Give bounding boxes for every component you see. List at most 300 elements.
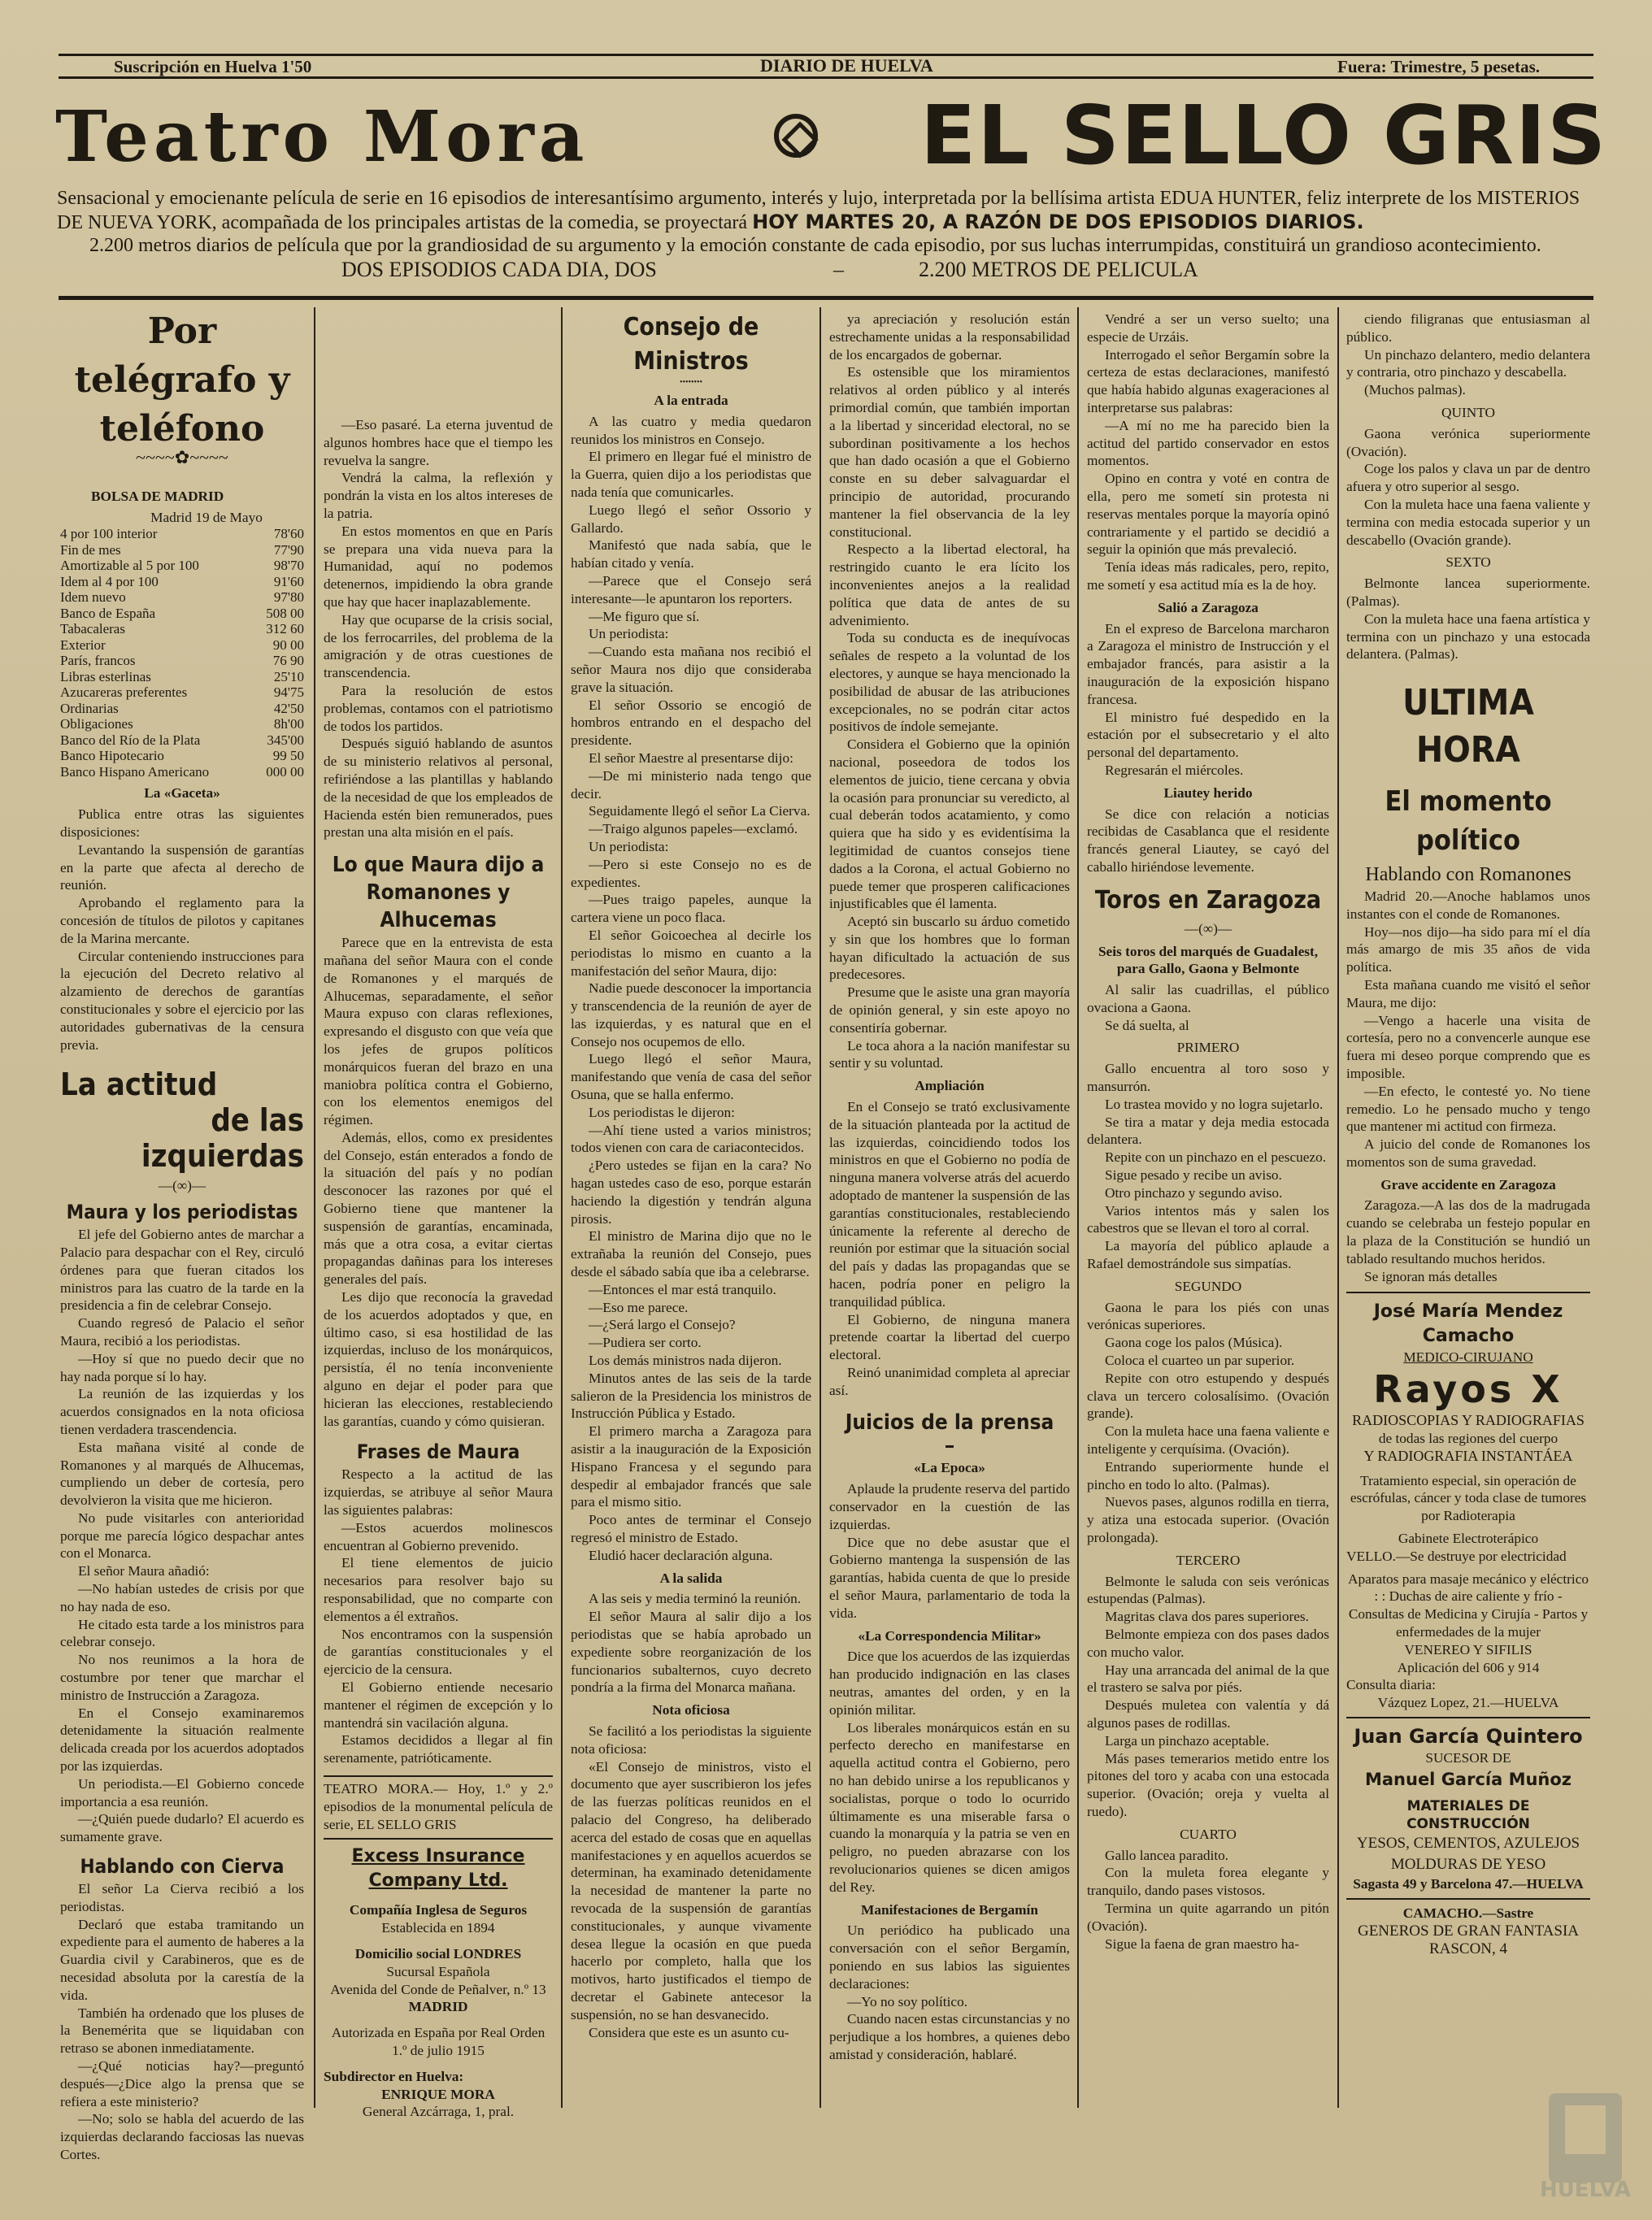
separator: —(∞)— bbox=[158, 1178, 206, 1194]
ad-line-4b: 2.200 METROS DE PELICULA bbox=[919, 258, 1198, 281]
momento-title: El momento político bbox=[1385, 785, 1552, 858]
paragraph: —Pero si este Consejo no es de expedientes. bbox=[571, 856, 811, 890]
paragraph: La mayoría del público aplaude a Rafael demostrándole sus simpatías. bbox=[1087, 1238, 1329, 1272]
paragraph: Publica entre otras las siguientes disposiciones: bbox=[60, 806, 304, 840]
paragraph: —Hoy sí que no puedo decir que no hay nada porque sí lo hay. bbox=[60, 1350, 304, 1384]
paragraph: Repite con otro estupendo y después clava un tercero colosalísimo. (Ovación grande). bbox=[1087, 1370, 1329, 1422]
paragraph: Coge los palos y clava un par de dentro afuera y otro superior al sesgo. bbox=[1346, 461, 1590, 495]
insurance-name: Excess Insurance Company Ltd. bbox=[351, 1846, 525, 1892]
bolsa-row bbox=[60, 526, 304, 542]
actitud-title-1: La actitud bbox=[60, 1067, 218, 1103]
quinto-title: QUINTO bbox=[1441, 404, 1495, 420]
romanones-title: Hablando con Romanones bbox=[1365, 864, 1572, 886]
paragraph: Nos encontramos con la suspensión de garantías constitucionales y el ejercicio de la censura. bbox=[324, 1626, 553, 1678]
ad-dash: – bbox=[833, 258, 844, 281]
paragraph: El señor Maestre al presentarse dijo: bbox=[589, 749, 793, 766]
ampliacion-title: Ampliación bbox=[915, 1078, 985, 1094]
paragraph: He citado esta tarde a los ministros para celebrar consejo. bbox=[60, 1616, 304, 1650]
paragraph: El tiene elementos de juicio necesarios para resolver bajo su responsabilidad, que no comparte con elementos a él extraños. bbox=[324, 1555, 553, 1624]
ad-line-2b: HOY MARTES 20, A RAZÓN DE DOS EPISODIOS DIARIOS. bbox=[752, 211, 1364, 233]
paragraph: Vendrá la calma, la reflexión y pondrán la vista en los altos intereses de la patria. bbox=[324, 470, 553, 521]
paragraph: Al salir las cuadrillas, el público ovaciona a Gaona. bbox=[1087, 982, 1329, 1015]
paragraph: Sigue la faena de gran maestro ha- bbox=[1105, 1935, 1299, 1952]
quintero-name: Juan García Quintero bbox=[1354, 1725, 1583, 1749]
paragraph: Circular conteniendo instrucciones para la ejecución del Decreto relativo al alzamiento de derechos de garantías constitucionales y sobre el ejercicio por las autoridades gubernativas de la censura previa. bbox=[60, 948, 304, 1053]
paragraph: Eludió hacer declaración alguna. bbox=[589, 1547, 773, 1563]
zaragoza-body bbox=[1087, 620, 1329, 780]
paragraph: Luego llegó el señor Ossorio y Gallardo. bbox=[571, 502, 811, 536]
insurance-subdir: Subdirector en Huelva: bbox=[324, 2068, 464, 2084]
paragraph: Para la resolución de estos problemas, contamos con el patriotismo de todos los partidos. bbox=[324, 682, 553, 734]
bolsa-date: Madrid 19 de Mayo bbox=[150, 509, 263, 525]
column-3: Consejo de Ministros •••••••• A la entrada A las cuatro y media quedaron reunidos los ministros en Consejo. El primero en llegar fué el ministro de la Guerra, quien dijo a los periodistas que nada tenía que comunicarles. Luego llegó el señor Ossorio y Gallardo. Manifestó que nada sabía, que le habían citado y venía. —Parece que el Consejo será interesante—le apuntaron los reporters. —Me figuro que sí. Un periodista: —Cuando esta mañana nos recibió el señor Maura nos dijo que consideraba grave la situación. El señor Ossorio se encogió de hombros entrando en el despacho del presidente. El señor Maestre al presentarse dijo: —De mi ministerio nada tengo que decir. Seguidamente llegó el señor La Cierva. —Traigo algunos papeles—exclamó. Un periodista: —Pero si este Consejo no es de expedientes. —Pues traigo papeles, aunque la cartera viene un poco flaca. El señor Goicoechea al decirle los periodistas lo mismo en cuanto a la manifestación del señor Maura, dijo: Nadie puede desconocer la importancia y transcendencia de la reunión de ayer de las izquierdas, y es natural que en el Consejo nos ocupemos de ello. Luego llegó el señor Maura, manifestando que venía de casa del señor Osuna, que se halla enfermo. Los periodistas le dijeron: —Ahí tiene usted a varios ministros; todos vienen con cara de cariacontecidos. ¿Pero ustedes se fijan en la cara? No hagan ustedes caso de eso, porque estarán haciendo la digestión y tendrán alguna pirosis. El ministro de Marina dijo que no le extrañaba la reunión del Consejo, pues desde el sábado sabía que iba a celebrarse. —Entonces el mar está tranquilo. —Eso me parece. —¿Será largo el Consejo? —Pudiera ser corto. Los demás ministros nada dijeron. Minutos antes de las seis de la tarde salieron de la Presidencia los ministros de Instrucción Pública y Estado. El primero marcha a Zaragoza para asistir a la inauguración de la Exposición Hispano Francesa y el segundo para despedir al embajador francés que sale para el mismo sitio. Poco antes de terminar el Consejo regresó el ministro de Estado. Eludió hacer declaración alguna. A la salida A las seis y media terminó la reunión. El señor Maura al salir dijo a los periodistas que se había aprobado un expediente sobre reorganización de los funcionarios subalternos, cuyo decreto pondría a la firma del Monarca mañana. Nota oficiosa Se facilitó a los periodistas la siguiente nota oficiosa: «El Consejo de ministros, visto el documento que ayer suscribieron los jefes de las fuerzas políticas reunidos en el palacio del Congreso, ha deliberado acerca del estado de cosas que en aquellas manifestaciones y en aquellos acuerdos se determinan, ha examinado detenidamente la necesidad de mantener la parte no revocada de la suspensión de garantías constitucionales, y aunque vivamente desea llegue la ocasión en que pueda hacerlo por completo, halla que los motivos, harto justificados el tiempo de decretar el Gabinete antecesor la suspensión, no se han desvanecido. Considera que este es un asunto cu- bbox=[571, 311, 811, 2041]
corresp-title: «La Correspondencia Militar» bbox=[858, 1627, 1041, 1644]
bolsa-row bbox=[60, 542, 304, 558]
insurance-addr2: General Azcárraga, 1, pral. bbox=[362, 2104, 515, 2120]
entrada-body bbox=[571, 413, 811, 1565]
doctor-line6: VELLO.—Se destruye por electricidad bbox=[1346, 1548, 1567, 1564]
paragraph: Regresarán el miércoles. bbox=[1105, 762, 1244, 778]
paragraph: Madrid 20.—Anoche hablamos unos instantes con el conde de Romanones. bbox=[1346, 888, 1590, 922]
paragraph: Gallo lancea paradito. bbox=[1105, 1847, 1229, 1863]
gaceta-body bbox=[60, 806, 304, 1054]
paragraph: Gallo encuentra al toro soso y mansurrón. bbox=[1087, 1061, 1329, 1095]
nota-body bbox=[571, 1723, 811, 2041]
insurance-sucursal: Sucursal Española bbox=[386, 1963, 490, 1979]
paragraph: Opino en contra y voté en contra de ella, pero me sometí sin protesta ni reservas mentales porque la mayoría opinó contrariamente y el partido se decidió a seguir la opinión que más prevaleció. bbox=[1087, 471, 1329, 558]
bolsa-value: 76 90 bbox=[272, 653, 304, 669]
bolsa-row bbox=[60, 701, 304, 717]
quinto-body bbox=[1346, 425, 1590, 550]
paragraph: A juicio del conde de Romanones los momentos son de suma gravedad. bbox=[1346, 1136, 1590, 1170]
paragraph: Después muletea con valentía y dá algunos pases de rodillas. bbox=[1087, 1697, 1329, 1731]
paragraph: —Vengo a hacerle una visita de cortesía, pero no a convencerle aunque ese fuera mi deseo porque comprendo que es imposible. bbox=[1346, 1012, 1590, 1081]
ad-line-2 bbox=[57, 211, 1585, 235]
paragraph: Tenía ideas más radicales, pero, repito, me sometí y esa actitud mía es la de hoy. bbox=[1087, 559, 1329, 593]
paragraph: El señor Maura al salir dijo a los periodistas que se había aprobado un expediente sobre reorganización de los funcionarios subalternos, cuyo decreto pondría a la firma del Monarca mañana. bbox=[571, 1609, 811, 1696]
paragraph: Declaró que estaba tramitando un expediente para el aumento de haberes a la Guardia civil y Carabineros, que es de necesidad absoluta por la carestía de la vida. bbox=[60, 1916, 304, 2003]
bolsa-value: 97'80 bbox=[273, 589, 304, 606]
tercero-title: TERCERO bbox=[1176, 1552, 1241, 1568]
bolsa-row bbox=[60, 732, 304, 749]
paragraph: —Cuando esta mañana nos recibió el señor Maura nos dijo que consideraba grave la situación. bbox=[571, 644, 811, 695]
paragraph: —¿Qué noticias hay?—preguntó después—¿Dice algo la prensa que se refiera a este ministerio? bbox=[60, 2058, 304, 2109]
column-rule bbox=[1077, 307, 1079, 2108]
bolsa-item: París, francos bbox=[60, 653, 136, 669]
paragraph: Hay una arrancada del animal de la que el trastero se salva por piés. bbox=[1087, 1662, 1329, 1696]
zaragoza-title: Salió a Zaragoza bbox=[1158, 599, 1259, 615]
frases-body bbox=[324, 1466, 553, 1767]
bolsa-row bbox=[60, 574, 304, 590]
quintero-items2: MOLDURAS DE YESO bbox=[1390, 1856, 1546, 1874]
paragraph: Es ostensible que los miramientos relativos al orden público y al interés primordial común, que también importan a la libertad y sinceridad electoral, no se subordinan positivamente a los hechos que han dado ocasión a que el Gobierno conste en su deber salvaguardar el principio de autoridad, procurando mantener la fiel observancia de la ley constitucional. bbox=[829, 364, 1070, 540]
doctor-line5: Gabinete Electroterápico bbox=[1398, 1531, 1539, 1547]
paragraph: Manifestó que nada sabía, que le habían citado y venía. bbox=[571, 537, 811, 571]
primero-title: PRIMERO bbox=[1176, 1040, 1240, 1056]
paragraph: «El Consejo de ministros, visto el documento que ayer suscribieron los jefes de las fuerzas políticas reunidos en el palacio del Congreso, ha deliberado acerca del estado de cosas que en aquellas manifestaciones y en aquellos acuerdos se determinan, ha examinado detenidamente la necesidad de mantener la parte no revocada de la suspensión de garantías constitucionales, y aunque vivamente desea llegue la ocasión en que pueda hacerlo por completo, halla que los motivos, harto justificados el tiempo de decretar el Gabinete antecesor la suspensión, no se han desvanecido. bbox=[571, 1758, 811, 2022]
lyautey-body bbox=[1087, 806, 1329, 876]
insurance-auth: Autorizada en España por Real Orden 1.º de julio 1915 bbox=[331, 2025, 546, 2058]
rayos-title: Rayos X bbox=[1373, 1367, 1563, 1412]
doctor-line4: Tratamiento especial, sin operación de escrófulas, cáncer y toda clase de tumores por Radioterapia bbox=[1350, 1472, 1587, 1524]
insurance-address: Avenida del Conde de Peñalver, n.º 13 bbox=[330, 1981, 546, 1997]
doctor-line10: Consulta diaria: bbox=[1346, 1677, 1436, 1693]
quintero-items1: YESOS, CEMENTOS, AZULEJOS bbox=[1356, 1835, 1580, 1853]
doctor-line2: de todas las regiones del cuerpo bbox=[1378, 1431, 1559, 1447]
paragraph: Con la muleta hace una faena artística y termina con un pinchazo y una estocada delantera. (Palmas). bbox=[1346, 610, 1590, 663]
paragraph: El ministro de Marina dijo que no le extrañaba la reunión del Consejo, pues desde el sábado sabía que iba a celebrarse. bbox=[571, 1228, 811, 1280]
paragraph: Parece que en la entrevista de esta mañana del señor Maura con el conde de Romanones y el marqués de Alhucemas, separadamente, el señor Maura expuso con claras reflexiones, expresando el disgusto con que veía que los jefes de grupos políticos monárquicos fueran del brazo en una maniobra política contra el Gobierno, con los elementos enemigos del régimen. bbox=[324, 935, 553, 1128]
paragraph: ¿Pero ustedes se fijan en la cara? No hagan ustedes caso de eso, porque estarán haciendo la digestión y tendrán alguna pirosis. bbox=[571, 1158, 811, 1227]
stamp-text: HUELVA bbox=[1539, 2178, 1632, 2202]
paragraph: Hoy—nos dijo—ha sido para mí el día más amargo de mis 35 años de vida política. bbox=[1346, 923, 1590, 975]
quintero-addr: Sagasta 49 y Barcelona 47.—HUELVA bbox=[1353, 1876, 1584, 1892]
paragraph: Un periodista: bbox=[589, 626, 669, 642]
paragraph: —No; solo se habla del acuerdo de las izquierdas declarando facciosas las nuevas Cortes. bbox=[60, 2111, 304, 2162]
paragraph: (Muchos palmas). bbox=[1364, 382, 1466, 398]
bolsa-item: 4 por 100 interior bbox=[60, 526, 158, 542]
paragraph: Vendré a ser un verso suelto; una especie de Urzáis. bbox=[1087, 311, 1329, 345]
bolsa-item: Libras esterlinas bbox=[60, 668, 151, 684]
doctor-line8: VENEREO Y SIFILIS bbox=[1404, 1641, 1532, 1657]
paragraph: Zaragoza.—A las dos de la madrugada cuando se celebraba un festejo popular en la plaza de la Constitución se hundió un tablado resultando muchos heridos. bbox=[1346, 1197, 1590, 1266]
corresp-body bbox=[829, 1648, 1070, 1896]
doctor-line3: Y RADIOGRAFIA INSTANTÁEA bbox=[1363, 1447, 1573, 1464]
frases-title: Frases de Maura bbox=[356, 1440, 520, 1464]
paragraph: Con la muleta hace una faena valiente e inteligente y cerquísima. (Ovación). bbox=[1087, 1423, 1329, 1458]
paragraph: En estos momentos en que en París se prepara una vida nueva para la Humanidad, aquí no podemos detenernos, impidiendo la obra grande que hay que hacer inaplazablemente. bbox=[324, 523, 553, 610]
paragraph: Nuevos pases, algunos rodilla en tierra, y atiza una estocada superior. (Ovación prolongada). bbox=[1087, 1494, 1329, 1545]
paragraph: —¿Será largo el Consejo? bbox=[589, 1317, 736, 1333]
romanones-title: Lo que Maura dijo a Romanones y Alhucemas bbox=[332, 853, 545, 933]
doctor-line7: Aparatos para masaje mecánico y eléctrico : : Duchas de aire caliente y frío - Consultas de Medicina y Cirujía - Partos y enfermedades de la mujer bbox=[1347, 1571, 1589, 1640]
column-6-intro bbox=[1346, 311, 1590, 399]
bolsa-item: Banco del Río de la Plata bbox=[60, 732, 201, 748]
quintero-mat: MATERIALES DE CONSTRUCCIÓN bbox=[1406, 1797, 1530, 1832]
entrada-title: A la entrada bbox=[654, 393, 728, 408]
bolsa-item: Amortizable al 5 por 100 bbox=[60, 558, 199, 574]
paragraph: Cuando regresó de Palacio el señor Maura, recibió a los periodistas. bbox=[60, 1315, 304, 1349]
paragraph: Considera que este es un asunto cu- bbox=[589, 2024, 789, 2040]
paragraph: —A mí no me ha parecido bien la actitud del partido conservador en estos momentos. bbox=[1087, 417, 1329, 469]
tercero-body bbox=[1087, 1573, 1329, 1821]
paragraph: Cuando nacen estas circunstancias y no perjudique a los hombres, a quienes debo amistad y consideración, hablaré. bbox=[829, 2011, 1070, 2062]
sexto-title: SEXTO bbox=[1446, 554, 1491, 571]
paragraph: Belmonte le saluda con seis verónicas estupendas (Palmas). bbox=[1087, 1573, 1329, 1607]
paragraph: Repite con un pinchazo en el pescuezo. bbox=[1105, 1149, 1327, 1166]
bolsa-item: Obligaciones bbox=[60, 716, 133, 732]
bolsa-item: Idem al 4 por 100 bbox=[60, 573, 159, 589]
library-stamp-icon bbox=[1532, 2089, 1638, 2203]
segundo-body bbox=[1087, 1299, 1329, 1547]
paragraph: En el expreso de Barcelona marcharon a Zaragoza el ministro de Instrucción y el embajador francés, para asistir a la inauguración de la exposición hispano francesa. bbox=[1087, 620, 1329, 707]
bolsa-value: 508 00 bbox=[266, 605, 304, 621]
bolsa-item: Azucareras preferentes bbox=[60, 684, 188, 701]
paragraph: Con la muleta forea elegante y tranquilo, dando pases vistosos. bbox=[1087, 1865, 1329, 1899]
juicios-title: Juicios de la prensa bbox=[845, 1410, 1054, 1435]
paragraph: Estamos decididos a llegar al fin serenamente, patrióticamente. bbox=[324, 1732, 553, 1766]
paragraph: Considera el Gobierno que la opinión nacional, poseedora de todos los elementos de juicio, tiene cercana y obvia la ocasión para pronunciar su veredicto, al cual deberán todos acatamiento, y como quiera que ha sido y es evidentísima la legitimidad de cuantos consejos tiene dados a la Corona, el actual Gobierno no puede temer que prosperen calificaciones injustificables que él lamenta. bbox=[829, 736, 1070, 912]
paragraph: En el Consejo se trató exclusivamente de la situación planteada por la actitud de las izquierdas, coincidiendo todos los ministros en que el Gobierno no podía de ninguna manera volverse atrás del acuerdo adoptado de mantener la suspensión de las garantías constitucionales, restableciendo únicamente la referente al derecho de reunión por estimar que la situación social del país y dadas las propagandas que se hacen, podría poner en peligro la tranquilidad pública. bbox=[829, 1099, 1070, 1310]
paragraph: El señor Ossorio se encogió de hombros entrando en el despacho del presidente. bbox=[571, 697, 811, 749]
paragraph: Belmonte lancea superiormente. (Palmas). bbox=[1346, 576, 1590, 609]
paragraph: Un pinchazo delantero, medio delantera y contraria, otro pinchazo y descabella. bbox=[1346, 346, 1590, 380]
toros-intro bbox=[1087, 981, 1329, 1034]
bergamin-title: Manifestaciones de Bergamín bbox=[861, 1901, 1038, 1918]
paragraph: —En efecto, le contesté yo. No tiene remedio. Lo he pensado mucho y tengo que mantener mi actitud con firmeza. bbox=[1346, 1083, 1590, 1135]
paragraph: Con la muleta hace una faena valiente y termina con media estocada superior y un descabello (Ovación grande). bbox=[1346, 496, 1590, 548]
insurance-sub2: Establecida en 1894 bbox=[381, 1920, 495, 1936]
bolsa-item: Banco de España bbox=[60, 605, 156, 621]
cuarto-title: CUARTO bbox=[1180, 1826, 1237, 1842]
bergamin-body bbox=[829, 1922, 1070, 2063]
paragraph: —Parece que el Consejo será interesante—le apuntaron los reporters. bbox=[571, 572, 811, 606]
nota-title: Nota oficiosa bbox=[652, 1702, 730, 1718]
paragraph: También ha ordenado que los pluses de la Benemérita que se liquidaban con retraso se abonen inmediatamente. bbox=[60, 2005, 304, 2057]
paragraph: Respecto a la actitud de las izquierdas, se atribuye al señor Maura las siguientes palabras: bbox=[324, 1466, 553, 1518]
bolsa-row bbox=[60, 764, 304, 780]
camacho-line: GENEROS DE GRAN FANTASIA bbox=[1357, 1922, 1580, 1940]
bolsa-value: 8h'00 bbox=[273, 716, 304, 732]
bolsa-title: BOLSA DE MADRID bbox=[91, 488, 224, 504]
newspaper-name: DIARIO DE HUELVA bbox=[760, 55, 933, 76]
bolsa-item: Banco Hispano Americano bbox=[60, 763, 210, 780]
paragraph: Se tira a matar y deja media estocada delantera. bbox=[1087, 1114, 1329, 1148]
bolsa-table bbox=[60, 526, 304, 780]
paragraph: El primero marcha a Zaragoza para asistir a la inauguración de la Exposición Hispano Francesa y el segundo para despedir al embajador francés que sale para el mismo sitio. bbox=[571, 1423, 811, 1510]
paragraph: —¿Quién puede dudarlo? El acuerdo es sumamente grave. bbox=[60, 1811, 304, 1845]
bolsa-row bbox=[60, 748, 304, 764]
toros-title: Toros en Zaragoza bbox=[1094, 885, 1322, 915]
paragraph: Levantando la suspensión de garantías en la parte que afecta al derecho de reunión. bbox=[60, 841, 304, 893]
doctor-line11: Vázquez Lopez, 21.—HUELVA bbox=[1377, 1695, 1559, 1711]
paragraph: —Ahí tiene usted a varios ministros; todos vienen con cara de cariacontecidos. bbox=[571, 1122, 811, 1156]
paragraph: El primero en llegar fué el ministro de la Guerra, quien dijo a los periodistas que nada tenía que comunicarles. bbox=[571, 449, 811, 500]
maura-body bbox=[60, 1226, 304, 1846]
paragraph: —Pues traigo papeles, aunque la cartera viene un poco flaca. bbox=[571, 892, 811, 926]
bolsa-item: Idem nuevo bbox=[60, 589, 126, 606]
bolsa-value: 25'10 bbox=[273, 668, 304, 684]
bolsa-item: Ordinarias bbox=[60, 700, 119, 716]
paragraph: Sigue pesado y recibe un aviso. bbox=[1105, 1167, 1282, 1184]
paragraph: Gaona le para los piés con unas verónicas superiores. bbox=[1087, 1299, 1329, 1333]
ornament-icon bbox=[774, 114, 818, 158]
epoca-title: «La Epoca» bbox=[914, 1460, 985, 1476]
paragraph: —Estos acuerdos molinescos encuentran al Gobierno prevenido. bbox=[324, 1519, 553, 1553]
column-rule bbox=[561, 307, 563, 2108]
paragraph: El Gobierno, de ninguna manera pretende coartar la libertad del cuerpo electoral. bbox=[829, 1311, 1070, 1363]
paragraph: Aceptó sin buscarlo su árduo cometido y sin que los hombres que lo forman hayan dificultado la actuación de sus predecesores. bbox=[829, 914, 1070, 983]
cuarto-body bbox=[1087, 1847, 1329, 1953]
outside-price: Fuera: Trimestre, 5 pesetas. bbox=[1337, 57, 1541, 76]
bolsa-value: 77'90 bbox=[273, 541, 304, 558]
doctor-name: José María Mendez Camacho bbox=[1373, 1301, 1563, 1347]
paragraph: Se dá suelta, al bbox=[1105, 1017, 1189, 1033]
paragraph: —No habían ustedes de crisis por que no hay nada de eso. bbox=[60, 1581, 304, 1614]
bolsa-row bbox=[60, 684, 304, 701]
bolsa-row bbox=[60, 716, 304, 732]
paragraph: Luego llegó el señor Maura, manifestando que venía de casa del señor Osuna, que se halla enfermo. bbox=[571, 1051, 811, 1103]
paragraph: Los liberales monárquicos están en su perfecto derecho en manifestarse en aquella actitud contra el Gobierno, pero no han debido unirse a los republicanos y socialistas, porque o todo lo ocurrido últimamente es una miserable farsa o cuando la monarquía y la patria se ven en peligro, no pueden abrazarse con los revolucionarios quienes se dicen amigos del Rey. bbox=[829, 1719, 1070, 1895]
section-title: Por telégrafo y teléfono bbox=[74, 311, 290, 450]
paragraph: Varios intentos más y salen los cabestros que se llevan el toro al corral. bbox=[1087, 1202, 1329, 1236]
paragraph: Se facilitó a los periodistas la siguiente nota oficiosa: bbox=[571, 1723, 811, 1757]
paragraph: A las cuatro y media quedaron reunidos los ministros en Consejo. bbox=[571, 413, 811, 447]
bolsa-value: 42'50 bbox=[273, 700, 304, 716]
cierva-body bbox=[60, 1880, 304, 2164]
bolsa-value: 94'75 bbox=[273, 684, 304, 701]
paragraph: Belmonte empieza con dos pases dados con mucho valor. bbox=[1087, 1626, 1329, 1660]
quintero-sucesor: SUCESOR DE bbox=[1425, 1750, 1511, 1766]
romanones-body bbox=[324, 934, 553, 1430]
paragraph: Le toca ahora a la nación manifestar su sentir y su voluntad. bbox=[829, 1037, 1070, 1071]
paragraph: Magritas clava dos pares superiores. bbox=[1105, 1609, 1309, 1625]
bolsa-row bbox=[60, 637, 304, 654]
subscription-price: Suscripción en Huelva 1'50 bbox=[114, 57, 312, 76]
bolsa-row bbox=[60, 621, 304, 637]
doctor-line9: Aplicación del 606 y 914 bbox=[1397, 1659, 1540, 1675]
maura-title: Maura y los periodistas bbox=[66, 1201, 298, 1224]
paragraph: Presume que le asiste una gran mayoría de opinión general, y sin este apoyo no consentiría gobernar. bbox=[829, 984, 1070, 1036]
paragraph: —Yo no soy político. bbox=[847, 1993, 968, 2009]
ad-line-4a: DOS EPISODIOS CADA DIA, DOS bbox=[341, 258, 657, 281]
insurance-name2: ENRIQUE MORA bbox=[381, 2086, 495, 2102]
column-4-intro bbox=[829, 311, 1070, 1072]
bolsa-item: Fin de mes bbox=[60, 541, 121, 558]
paragraph: Toda su conducta es de inequívocas señales de respeto a la voluntad de los electores, y aunque se haya mencionado la posibilidad de abusar de las atribuciones excepcionales, no se podrán citar actos positivos de índole semejante. bbox=[829, 630, 1070, 735]
salida-body bbox=[571, 1590, 811, 1696]
accidente-body bbox=[1346, 1197, 1590, 1285]
paragraph: Un periódico ha publicado una conversación con el señor Bergamín, poniendo en sus labios las siguientes declaraciones: bbox=[829, 1922, 1070, 1992]
paragraph: Respecto a la libertad electoral, ha restringido cuanto le era lícito los inconvenientes anejos a la realidad política que data de antes de su advenimiento. bbox=[829, 541, 1070, 628]
column-rule bbox=[314, 307, 315, 2108]
paragraph: Después siguió hablando de asuntos de su ministerio relativos al personal, refiriéndose a las plantillas y hablando de la necesidad de que los empleados de Hacienda estén bien remunerados, pues prestan una alta misión en el país. bbox=[324, 736, 553, 841]
bolsa-row bbox=[60, 558, 304, 574]
header-rule bbox=[59, 76, 1593, 79]
insurance-sub1: Compañía Inglesa de Seguros bbox=[349, 1902, 528, 1918]
bolsa-item: Banco Hipotecario bbox=[60, 748, 164, 764]
cierva-title: Hablando con Cierva bbox=[80, 1855, 285, 1879]
column-6 bbox=[1346, 311, 1590, 1958]
paragraph: Reinó unanimidad completa al apreciar así. bbox=[829, 1365, 1070, 1398]
paragraph: Más pases temerarios metido entre los pitones del toro y acaba con una estocada superior. (Ovación; oreja y vuelta al ruedo). bbox=[1087, 1750, 1329, 1819]
paragraph: Los demás ministros nada dijeron. bbox=[589, 1353, 782, 1369]
paragraph: En el Consejo examinaremos detenidamente la situación realmente delicada creada por los acuerdos adoptados por las izquierdas. bbox=[60, 1705, 304, 1775]
ampliacion-body bbox=[829, 1098, 1070, 1400]
column-5 bbox=[1087, 311, 1329, 1953]
paragraph: Lo trastea movido y no logra sujetarlo. bbox=[1105, 1096, 1324, 1112]
paragraph: Nadie puede desconocer la importancia y transcendencia de la reunión de ayer de las izquierdas, y es natural que en el Consejo nos ocupemos de ello. bbox=[571, 980, 811, 1049]
salida-title: A la salida bbox=[659, 1570, 723, 1586]
primero-body bbox=[1087, 1060, 1329, 1273]
bolsa-value: 99 50 bbox=[272, 748, 304, 764]
ornament-icon: ~~~~✿~~~~ bbox=[136, 447, 228, 467]
ultima-hora-title: ULTIMA HORA bbox=[1402, 682, 1534, 771]
paragraph: El señor Maura añadió: bbox=[78, 1563, 210, 1579]
segundo-title: SEGUNDO bbox=[1174, 1278, 1242, 1294]
paragraph: A las seis y media terminó la reunión. bbox=[589, 1591, 802, 1607]
paragraph: Termina un quite agarrando un pitón (Ovación). bbox=[1087, 1900, 1329, 1934]
paragraph: Aplaude la prudente reserva del partido conservador en la cuestión de las izquierdas. bbox=[829, 1481, 1070, 1532]
doctor-line1: RADIOSCOPIAS Y RADIOGRAFIAS bbox=[1352, 1412, 1585, 1429]
paragraph: —Traigo algunos papeles—exclamó. bbox=[589, 821, 798, 837]
paragraph: Coloca el cuarteo un par superior. bbox=[1105, 1353, 1295, 1369]
insurance-city: MADRID bbox=[408, 1999, 468, 2015]
paragraph: Otro pinchazo y segundo aviso. bbox=[1105, 1184, 1283, 1201]
column-rule bbox=[819, 307, 821, 2108]
bolsa-item: Tabacaleras bbox=[60, 621, 125, 637]
paragraph: La reunión de las izquierdas y los acuerdos consignados en la nota oficiosa tienen verdadera trascendencia. bbox=[60, 1386, 304, 1437]
paragraph: Se dice con relación a noticias recibidas de Casablanca que el residente francés general Liautey, se cayó del caballo hiriéndose levemente. bbox=[1087, 806, 1329, 875]
paragraph: No nos reunimos a la hora de costumbre por tener que marchar el ministro de Instrucción a Zaragoza. bbox=[60, 1652, 304, 1703]
column-2-intro bbox=[324, 416, 553, 841]
separator: —(∞)— bbox=[1184, 920, 1232, 936]
paragraph: El ministro fué despedido en la estación por el subsecretario y el alto personal del departamento. bbox=[1087, 709, 1329, 761]
camacho-addr: RASCON, 4 bbox=[1428, 1940, 1508, 1957]
bolsa-value: 91'60 bbox=[273, 573, 304, 589]
bolsa-value: 78'60 bbox=[273, 526, 304, 542]
paragraph: El señor Goicoechea al decirle los periodistas lo mismo en cuanto a la manifestación del señor Maura, dijo: bbox=[571, 927, 811, 979]
paragraph: Poco antes de terminar el Consejo regresó el ministro de Estado. bbox=[571, 1512, 811, 1545]
column-4: ya apreciación y resolución están estrechamente unidas a la responsabilidad de los encargados de gobernar. Es ostensible que los miramientos relativos al orden público y al interés primordial común, que también importan a la libertad y sinceridad electoral, no se subordinan positivamente a los hechos que han dado ocasión a que el Gobierno conste en su deber salvaguardar el principio de autoridad, procurando mantener la fiel observancia de la ley constitucional. Respecto a la libertad electoral, ha restringido cuanto le era lícito los inconvenientes anejos a la realidad política que data de antes de su advenimiento. Toda su conducta es de inequívocas señales de respeto a la voluntad de los electores, y aunque se haya mencionado la posibilidad de abusar de las atribuciones excepcionales, no se podrán citar actos positivos de índole semejante. Considera el Gobierno que la opinión nacional, poseedora de todos los elementos de juicio, tiene cercana y obvia la ocasión para pronunciar su veredicto, al cual deberán todos acatamiento, y como quiera que ha sido y es evidentísima la legitimidad de cuantos consejos tiene dados a la Corona, el actual Gobierno no puede temer que prosperen calificaciones injustificables que él lamenta. Aceptó sin buscarlo su árduo cometido y sin que los hombres que lo forman hayan dificultado la actuación de sus predecesores. Presume que le asiste una gran mayoría de opinión general, y sin este apoyo no consentiría gobernar. Le toca ahora a la nación manifestar su sentir y su voluntad. Ampliación En el Consejo se trató exclusivamente de la situación planteada por la actitud de las izquierdas, coincidiendo todos los ministros en que el Gobierno no podía de ninguna manera volverse atrás del acuerdo adoptado de mantener la suspensión de las garantías constitucionales, restableciendo únicamente la referente al derecho de reunión por estimar que la situación social del país y dadas las propagandas que se hacen, podría poner en peligro la tranquilidad pública. El Gobierno, de ninguna manera pretende coartar la libertad del cuerpo electoral. Reinó unanimidad completa al apreciar así. Juicios de la prensa ▬ «La Epoca» Aplaude la prudente reserva del partido conservador en la cuestión de las izquierdas. Dice que no debe asustar que el Gobierno mantenga la suspensión de las garantías, habida cuenta de que lo preside el señor Maura, parlamentario de toda la vida. «La Correspondencia Militar» Dice que los acuerdos de las izquierdas han producido indignación en las clases neutras, amantes del orden, y en la opinión militar. Los liberales monárquicos están en su perfecto derecho en manifestarse en aquella actitud contra el Gobierno, pero no han debido unirse a los republicanos y socialistas, porque o todo lo ocurrido últimamente es una miserable farsa o cuando la monarquía y la patria se ven en peligro, no pueden abrazarse con los revolucionarios quienes se dicen amigos del Rey. Manifestaciones de Bergamín Un periódico ha publicado una conversación con el señor Bergamín, poniendo en sus labios las siguientes declaraciones: —Yo no soy político. Cuando nacen estas circunstancias y no perjudique a los hombres, a quienes debo amistad y consideración, hablaré. bbox=[829, 311, 1070, 2062]
paragraph: ya apreciación y resolución están estrechamente unidas a la responsabilidad de los encargados de gobernar. bbox=[829, 311, 1070, 363]
bolsa-value: 312 60 bbox=[266, 621, 304, 637]
doctor-title: MEDICO-CIRUJANO bbox=[1403, 1349, 1533, 1366]
paragraph: El Gobierno entiende necesario mantener el régimen de excepción y lo mantendrá sin vacilación alguna. bbox=[324, 1679, 553, 1731]
teatro-note: TEATRO MORA.— Hoy, 1.º y 2.º episodios de la monumental película de serie, EL SELLO GRIS bbox=[324, 1780, 553, 1832]
paragraph: Además, ellos, como ex presidentes del Consejo, están enterados a fondo de la situación del país y no podían desconocer las razones por qué el Gobierno tiene que mantener la suspensión de garantías, encaminada, más que a otra cosa, a evitar ciertas propagandas dañinas para los intereses generales del país. bbox=[324, 1129, 553, 1288]
bolsa-value: 90 00 bbox=[272, 636, 304, 653]
consejo-title: Consejo de Ministros bbox=[623, 313, 759, 376]
toros-sub: Seis toros del marqués de Guadalest, para Gallo, Gaona y Belmonte bbox=[1098, 943, 1319, 977]
bolsa-value: 000 00 bbox=[266, 763, 304, 780]
bolsa-row bbox=[60, 669, 304, 685]
actitud-title-2: de las izquierdas bbox=[141, 1102, 304, 1175]
paragraph: —Eso pasaré. La eterna juventud de algunos hombres hace que el tiempo les revuelva la sangre. bbox=[324, 417, 553, 468]
epoca-body bbox=[829, 1480, 1070, 1622]
column-rule bbox=[1337, 307, 1339, 2108]
ad-line-3: 2.200 metros diarios de película que por la grandiosidad de su argumento y la emoción constante de cada episodio, por sus luchas interrumpidas, constituirá un grandioso acontecimiento. bbox=[89, 235, 1541, 256]
paragraph: Hay que ocuparse de la crisis social, de los ferrocarriles, del problema de la amigración y de otras cuestiones de transcendencia. bbox=[324, 611, 553, 681]
paragraph: Seguidamente llegó el señor La Cierva. bbox=[589, 803, 811, 819]
ad-bottom-rule bbox=[59, 296, 1593, 300]
ad-theatre-title: Teatro Mora bbox=[55, 96, 589, 178]
gaceta-title: La «Gaceta» bbox=[144, 785, 220, 802]
paragraph: Dice que no debe asustar que el Gobierno mantenga la suspensión de las garantías, habida cuenta de que lo preside el señor Maura, parlamentario de toda la vida. bbox=[829, 1534, 1070, 1621]
bolsa-row bbox=[60, 589, 304, 606]
paragraph: Se ignoran más detalles bbox=[1364, 1268, 1498, 1284]
paragraph: Dice que los acuerdos de las izquierdas han producido indignación en las clases neutras, amantes del orden, y en la opinión militar. bbox=[829, 1649, 1070, 1718]
paragraph: Larga un pinchazo aceptable. bbox=[1105, 1732, 1270, 1749]
camacho-title: CAMACHO.—Sastre bbox=[1402, 1905, 1534, 1922]
paragraph: Entrando superiormente hunde el pincho en todo lo alto. (Palmas). bbox=[1087, 1458, 1329, 1492]
paragraph: ciendo filigranas que entusiasman al público. bbox=[1346, 311, 1590, 345]
quintero-prev: Manuel García Muñoz bbox=[1364, 1769, 1572, 1789]
paragraph: No pude visitarles con anterioridad porque me parecía lógico despachar antes con el Monarca. bbox=[60, 1510, 304, 1562]
column-1 bbox=[60, 307, 304, 2164]
ad-line-1: Sensacional y emocienante película de serie en 16 episodios de interesantísimo argumento, interés y lujo, interpretada por la bellísima artista EDUA HUNTER, feliz interprete de los MISTERIOS bbox=[57, 188, 1580, 209]
paragraph: Un periodista: bbox=[589, 838, 669, 854]
paragraph: Un periodista.—El Gobierno concede importancia a esa reunión. bbox=[60, 1775, 304, 1809]
paragraph: Interrogado el señor Bergamín sobre la certeza de estas declaraciones, manifestó que había habido algunas exageraciones al interpretarse sus palabras: bbox=[1087, 346, 1329, 415]
paragraph: —Me figuro que sí. bbox=[589, 608, 700, 624]
paragraph: Los periodistas le dijeron: bbox=[589, 1104, 735, 1120]
bolsa-value: 98'70 bbox=[273, 558, 304, 574]
sexto-body bbox=[1346, 575, 1590, 663]
paragraph: Gaona coge los palos (Música). bbox=[1105, 1335, 1283, 1351]
ad-line-2a: DE NUEVA YORK, acompañada de los principales artistas de la comedia, se proyectará bbox=[57, 212, 748, 233]
paragraph: —Eso me parece. bbox=[589, 1299, 689, 1315]
